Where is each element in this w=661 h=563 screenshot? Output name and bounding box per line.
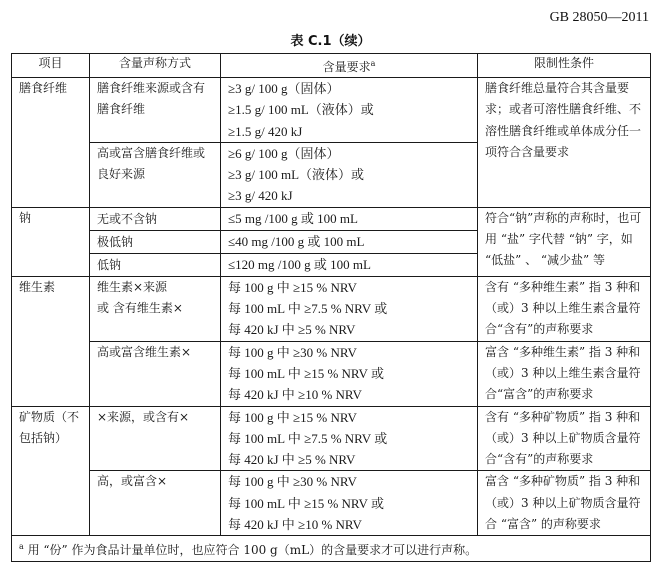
item-cell-sodium: 钠 bbox=[12, 207, 90, 276]
header-requirement: 含量要求$^a$ bbox=[221, 54, 478, 78]
claim-cell: 膳食纤维来源或含有 膳食纤维 bbox=[90, 78, 221, 143]
table-row bbox=[12, 406, 651, 471]
nutrient-claim-table bbox=[11, 53, 651, 562]
header-claim: 含量声称方式 bbox=[90, 54, 221, 78]
header-item: 项目 bbox=[12, 54, 90, 78]
table-row bbox=[12, 471, 651, 536]
claim-cell: 高或富含膳食纤维或 良好来源 bbox=[90, 142, 221, 207]
condition-cell: 富含 “多种维生素” 指 3 种和 （或）3 种以上维生素含量符 合“富含”的声称要求 bbox=[478, 341, 651, 406]
condition-cell-sodium: 符合“钠”声称的声称时，也可 用 “盐” 字代替 “钠” 字，如 “低盐” 、 “减少盐” 等 bbox=[478, 207, 651, 276]
requirement-cell: 每 100 g 中 ≥30 % NRV 每 100 mL 中 ≥15 % NRV 或 每 420 kJ 中 ≥10 % NRV bbox=[221, 341, 478, 406]
table-footnote: $^a$ 用 “份” 作为食品计量单位时，也应符合 100 g（mL）的含量要求才可以进行声称。 bbox=[12, 536, 651, 562]
table-header-row bbox=[12, 54, 651, 78]
table-row bbox=[12, 207, 651, 230]
table-row bbox=[12, 276, 651, 341]
claim-cell: 高，或富含× bbox=[90, 471, 221, 536]
requirement-cell: ≤120 mg /100 g 或 100 mL bbox=[221, 253, 478, 276]
claim-cell: ×来源，或含有× bbox=[90, 406, 221, 471]
footnote-row bbox=[12, 536, 651, 562]
requirement-cell: ≤40 mg /100 g 或 100 mL bbox=[221, 230, 478, 253]
condition-cell: 含有 “多种矿物质” 指 3 种和 （或）3 种以上矿物质含量符 合“含有”的声称要求 bbox=[478, 406, 651, 471]
claim-cell: 高或富含维生素× bbox=[90, 341, 221, 406]
item-cell-fiber: 膳食纤维 bbox=[12, 78, 90, 208]
requirement-cell: 每 100 g 中 ≥15 % NRV 每 100 mL 中 ≥7.5 % NRV 或 每 420 kJ 中 ≥5 % NRV bbox=[221, 406, 478, 471]
claim-cell: 维生素×来源 或 含有维生素× bbox=[90, 276, 221, 341]
requirement-cell: 每 100 g 中 ≥30 % NRV 每 100 mL 中 ≥15 % NRV 或 每 420 kJ 中 ≥10 % NRV bbox=[221, 471, 478, 536]
standard-number: GB 28050—2011 bbox=[549, 10, 649, 25]
table-title: 表 C.1（续） bbox=[290, 34, 371, 49]
table-row bbox=[12, 78, 651, 143]
condition-cell: 含有 “多种维生素” 指 3 种和 （或）3 种以上维生素含量符 合“含有”的声称要求 bbox=[478, 276, 651, 341]
condition-cell: 富含 “多种矿物质” 指 3 种和 （或）3 种以上矿物质含量符 合 “富含” 的声称要求 bbox=[478, 471, 651, 536]
requirement-cell: ≥3 g/ 100 g（固体） ≥1.5 g/ 100 mL（液体）或 ≥1.5 g/ 420 kJ bbox=[221, 78, 478, 143]
claim-cell: 无或不含钠 bbox=[90, 207, 221, 230]
claim-cell: 低钠 bbox=[90, 253, 221, 276]
header-condition: 限制性条件 bbox=[478, 54, 651, 78]
condition-cell-fiber: 膳食纤维总量符合其含量要 求；或者可溶性膳食纤维、不 溶性膳食纤维或单体成分任一 项符合含量要求 bbox=[478, 78, 651, 208]
claim-cell: 极低钠 bbox=[90, 230, 221, 253]
requirement-cell: ≥6 g/ 100 g（固体） ≥3 g/ 100 mL（液体）或 ≥3 g/ 420 kJ bbox=[221, 142, 478, 207]
item-cell-mineral: 矿物质（不 包括钠） bbox=[12, 406, 90, 536]
table-row bbox=[12, 341, 651, 406]
item-cell-vitamin: 维生素 bbox=[12, 276, 90, 406]
requirement-cell: ≤5 mg /100 g 或 100 mL bbox=[221, 207, 478, 230]
requirement-cell: 每 100 g 中 ≥15 % NRV 每 100 mL 中 ≥7.5 % NRV 或 每 420 kJ 中 ≥5 % NRV bbox=[221, 276, 478, 341]
